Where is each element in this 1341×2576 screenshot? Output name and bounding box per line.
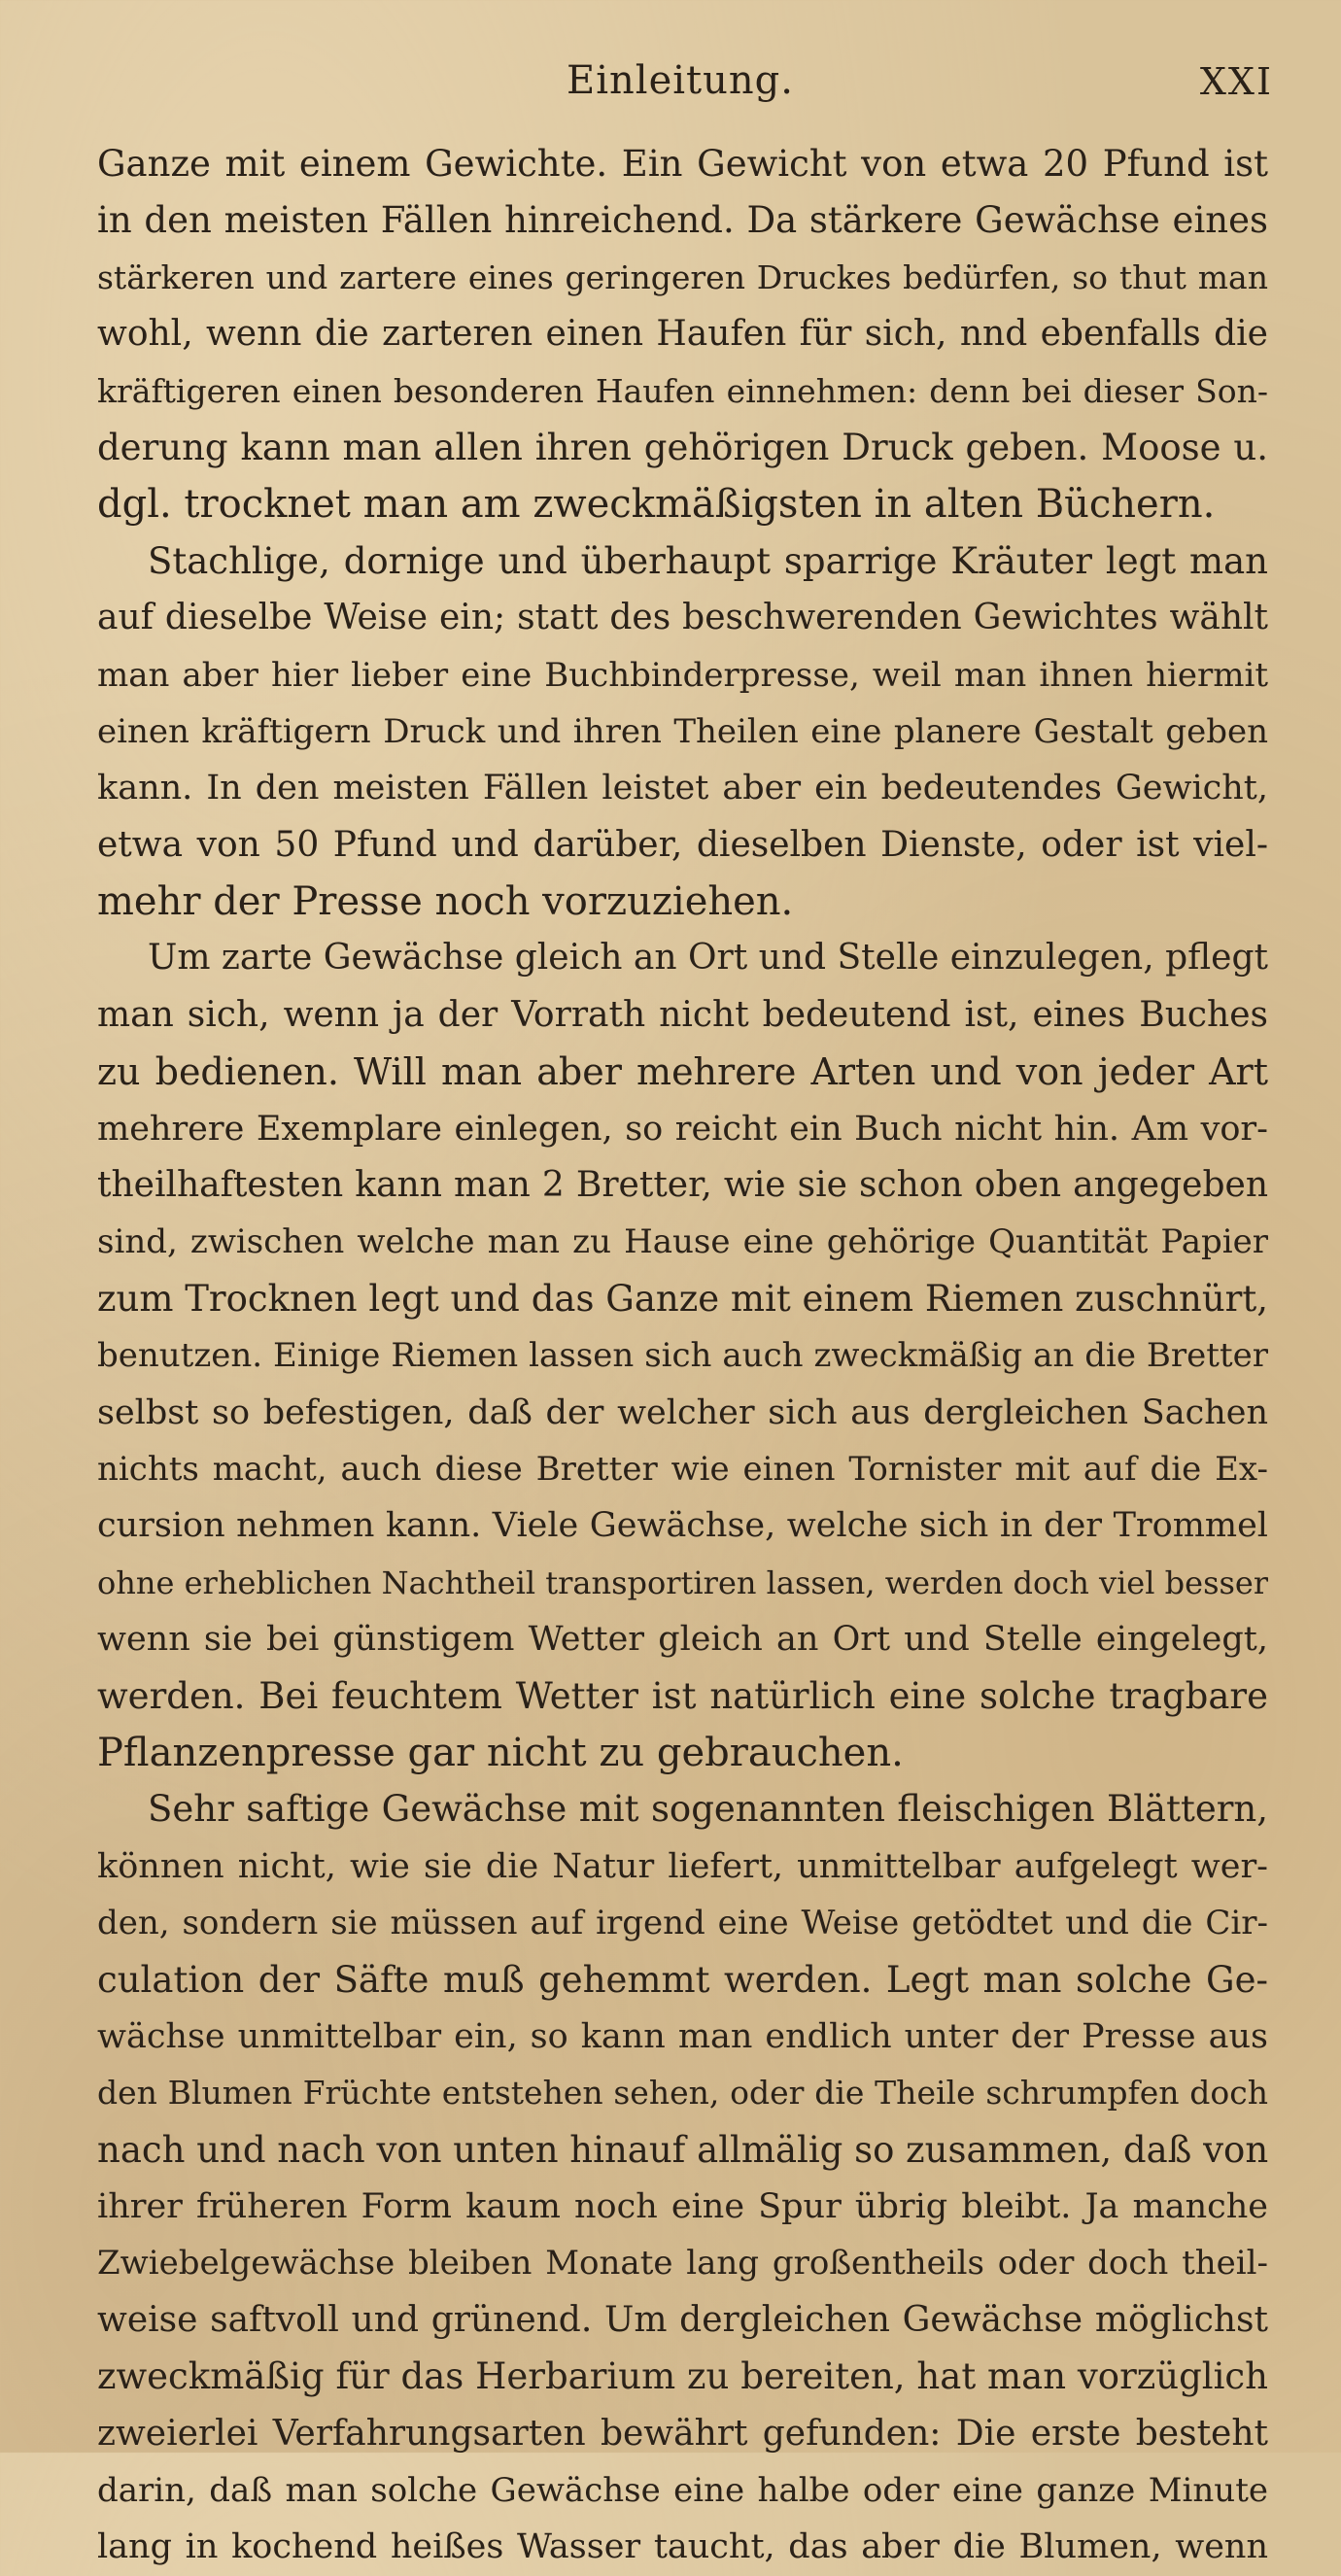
text-line: Pflanzenpresse gar nicht zu gebrauchen.: [97, 1730, 904, 1775]
text-line: dgl. trocknet man am zweckmäßigsten in alten Büchern.: [97, 482, 1216, 528]
text-line: Zwiebelgewächse bleiben Monate lang großentheils oder doch theil-: [97, 2244, 1268, 2284]
text-line: in den meisten Fällen hinreichend. Da stärkere Gewächse eines: [97, 199, 1268, 242]
text-line: theilhaftesten kann man 2 Bretter, wie sie schon oben angegeben: [97, 1165, 1268, 1206]
text-line: wächse unmittelbar ein, so kann man endlich unter der Presse aus: [97, 2016, 1268, 2056]
text-line: ohne erheblichen Nachtheil transportiren lassen, werden doch viel besser: [97, 1563, 1268, 1601]
page-number: XXI: [1199, 60, 1273, 103]
text-line: Stachlige, dornige und überhaupt sparrige Kräuter legt man: [148, 539, 1268, 582]
text-line: nichts macht, auch diese Bretter wie einen Tornister mit auf die Ex-: [97, 1449, 1268, 1489]
text-line: darin, daß man solche Gewächse eine halbe oder eine ganze Minute: [97, 2471, 1268, 2511]
text-line: man aber hier lieber eine Buchbinderpresse, weil man ihnen hiermit: [97, 655, 1268, 695]
text-line: stärkeren und zartere eines geringeren Druckes bedürfen, so thut man: [97, 258, 1268, 296]
text-line: lang in kochend heißes Wasser taucht, das aber die Blumen, wenn: [97, 2527, 1268, 2567]
text-line: zu bedienen. Will man aber mehrere Arten und von jeder Art: [97, 1050, 1268, 1094]
text-line: den Blumen Früchte entstehen sehen, oder die Theile schrumpfen doch: [97, 2074, 1268, 2112]
text-line: Ganze mit einem Gewichte. Ein Gewicht von etwa 20 Pfund ist: [97, 143, 1268, 185]
text-line: können nicht, wie sie die Natur liefert, unmittelbar aufgelegt wer-: [97, 1846, 1268, 1886]
text-line: culation der Säfte muß gehemmt werden. Legt man solche Ge-: [97, 1958, 1268, 2001]
text-line: benutzen. Einige Riemen lassen sich auch zweckmäßig an die Bretter: [97, 1336, 1268, 1376]
body-text: [97, 136, 1268, 2576]
text-line: derung kann man allen ihren gehörigen Druck geben. Moose u.: [97, 426, 1268, 468]
text-line: mehr der Presse noch vorzuziehen.: [97, 879, 794, 925]
text-line: auf dieselbe Weise ein; statt des beschwerenden Gewichtes wählt: [97, 598, 1268, 638]
text-line: zweckmäßig für das Herbarium zu bereiten, hat man vorzüglich: [97, 2355, 1268, 2398]
text-line: cursion nehmen kann. Viele Gewächse, welche sich in der Trommel: [97, 1506, 1268, 1546]
text-line: ihrer früheren Form kaum noch eine Spur übrig bleibt. Ja manche: [97, 2187, 1268, 2227]
text-line: man sich, wenn ja der Vorrath nicht bedeutend ist, eines Buches: [97, 994, 1268, 1035]
text-line: mehrere Exemplare einlegen, so reicht ein Buch nicht hin. Am vor-: [97, 1109, 1268, 1149]
running-header: [97, 58, 1273, 126]
text-line: etwa von 50 Pfund und darüber, dieselben Dienste, oder ist viel-: [97, 824, 1268, 865]
text-line: zum Trocknen legt und das Ganze mit einem Riemen zuschnürt,: [97, 1277, 1268, 1320]
text-line: den, sondern sie müssen auf irgend eine Weise getödtet und die Cir-: [97, 1904, 1268, 1943]
text-line: weise saftvoll und grünend. Um dergleichen Gewächse möglichst: [97, 2299, 1268, 2340]
text-line: wenn sie bei günstigem Wetter gleich an Ort und Stelle eingelegt,: [97, 1620, 1268, 1660]
text-line: kann. In den meisten Fällen leistet aber ein bedeutendes Gewicht,: [97, 769, 1268, 808]
section-title: Einleitung.: [567, 58, 794, 103]
text-line: einen kräftigern Druck und ihren Theilen eine planere Gestalt geben: [97, 711, 1268, 751]
text-line: zweierlei Verfahrungsarten bewährt gefunden: Die erste besteht: [97, 2413, 1268, 2454]
text-line: kräftigeren einen besonderen Haufen einnehmen: denn bei dieser Son-: [97, 371, 1268, 410]
text-line: selbst so befestigen, daß der welcher sich aus dergleichen Sachen: [97, 1392, 1268, 1432]
text-line: sind, zwischen welche man zu Hause eine gehörige Quantität Papier: [97, 1222, 1268, 1262]
text-line: wohl, wenn die zarteren einen Haufen für sich, nnd ebenfalls die: [97, 314, 1268, 355]
text-line: werden. Bei feuchtem Wetter ist natürlich eine solche tragbare: [97, 1674, 1268, 1717]
text-line: nach und nach von unten hinauf allmälig so zusammen, daß von: [97, 2128, 1268, 2171]
text-line: Um zarte Gewächse gleich an Ort und Stelle einzulegen, pflegt: [148, 938, 1268, 979]
text-line: Sehr saftige Gewächse mit sogenannten fleischigen Blättern,: [148, 1788, 1268, 1831]
